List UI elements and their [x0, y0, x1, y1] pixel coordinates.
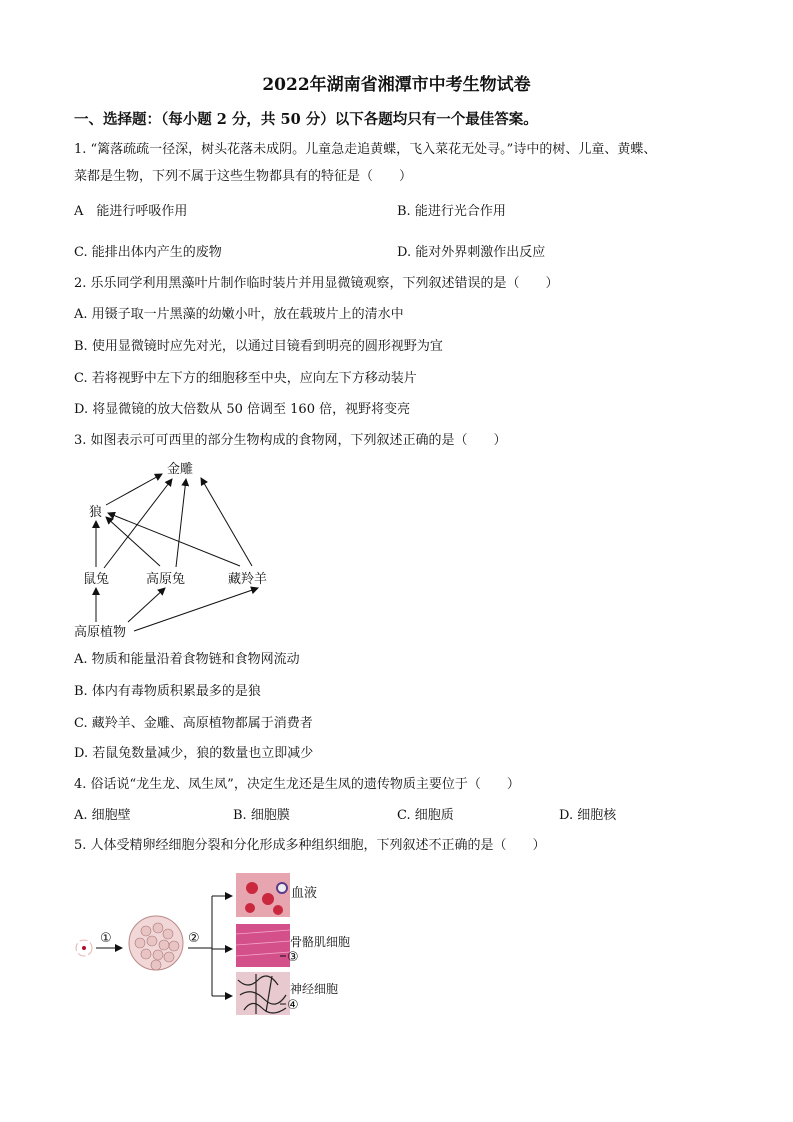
node-eagle: 金雕	[167, 462, 194, 477]
q2-option-c: C. 若将视野中左下方的细胞移至中央，应向左下方移动装片	[74, 371, 417, 386]
q3-option-a: A. 物质和能量沿着食物链和食物网流动	[74, 652, 300, 667]
step1-label: ①	[100, 931, 112, 946]
q2-option-b: B. 使用显微镜时应先对光，以通过目镜看到明亮的圆形视野为宜	[74, 339, 443, 354]
q1-option-c: C. 能排出体内产生的废物	[74, 245, 222, 260]
q2-option-d: D. 将显微镜的放大倍数从 50 倍调至 160 倍，视野将变亮	[74, 402, 411, 417]
q1-option-b: B. 能进行光合作用	[397, 204, 506, 219]
node-plant: 高原植物	[74, 625, 127, 640]
q4-option-d: D. 细胞核	[559, 808, 617, 823]
q5-stem: 5. 人体受精卵经细胞分裂和分化形成多种组织细胞，下列叙述不正确的是（ ）	[74, 838, 546, 853]
q1-option-a: A 能进行呼吸作用	[74, 204, 188, 219]
nerve-label: 神经细胞	[290, 982, 339, 996]
step2-label: ②	[188, 931, 200, 946]
q4-option-b: B. 细胞膜	[233, 808, 290, 823]
q4-option-a: A. 细胞壁	[74, 808, 131, 823]
node-antelope: 藏羚羊	[228, 572, 268, 587]
q1-stem-line1: 1. “篱落疏疏一径深，树头花落未成阴。儿童急走追黄蝶，飞入菜花无处寻。”诗中的树、儿童、黄蝶、	[74, 142, 657, 157]
q3-stem: 3. 如图表示可可西里的部分生物构成的食物网，下列叙述正确的是（ ）	[74, 433, 507, 448]
node-wolf: 狼	[89, 505, 103, 520]
q2-option-a: A. 用镊子取一片黑藻的幼嫩小叶，放在载玻片上的清水中	[74, 307, 404, 322]
q4-option-c: C. 细胞质	[397, 808, 454, 823]
q1-option-d: D. 能对外界刺激作出反应	[397, 245, 546, 260]
nerve-number: ④	[287, 998, 299, 1013]
page-title: 2022年湖南省湘潭市中考生物试卷	[262, 75, 531, 95]
q1-stem-line2: 菜都是生物，下列不属于这些生物都具有的特征是（ ）	[74, 169, 413, 184]
section-heading: 一、选择题：（每小题 2 分，共 50 分）以下各题均只有一个最佳答案。	[74, 111, 538, 128]
food-web-arrows	[96, 474, 258, 631]
q2-stem: 2. 乐乐同学利用黑藻叶片制作临时装片并用显微镜观察，下列叙述错误的是（ ）	[74, 276, 559, 291]
muscle-number: ③	[287, 950, 299, 965]
blood-label: 血液	[291, 886, 318, 901]
q3-option-b: B. 体内有毒物质积累最多的是狼	[74, 684, 261, 699]
q3-option-c: C. 藏羚羊、金雕、高原植物都属于消费者	[74, 716, 313, 731]
cell-cluster-icon	[129, 916, 183, 970]
cell-differentiation-figure	[76, 873, 350, 1015]
node-pika: 鼠兔	[83, 572, 110, 587]
q4-stem: 4. 俗话说“龙生龙、凤生凤”，决定生龙还是生凤的遗传物质主要位于（ ）	[74, 777, 520, 792]
node-hare: 高原兔	[146, 572, 186, 587]
muscle-label: 骨骼肌细胞	[290, 935, 351, 949]
q3-option-d: D. 若鼠兔数量减少，狼的数量也立即减少	[74, 746, 314, 761]
